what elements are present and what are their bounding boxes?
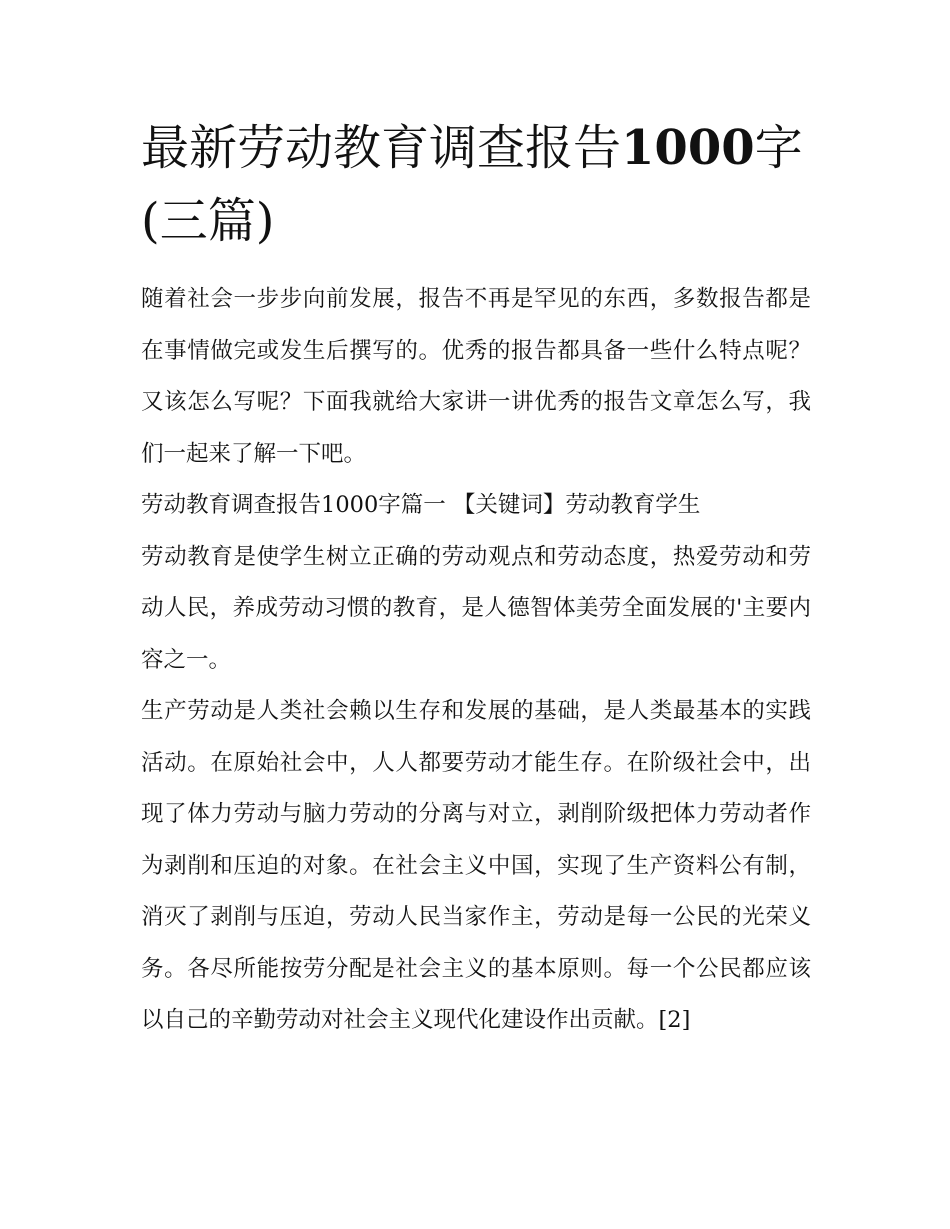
document-title: [141, 112, 811, 258]
title-number: 1000: [621, 120, 755, 176]
definition-paragraph: 劳动教育是使学生树立正确的劳动观点和劳动态度，热爱劳动和劳动人民，养成劳动习惯的教育，是人德智体美劳全面发展的'主要内容之一。: [141, 543, 811, 673]
body-paragraph: 生产劳动是人类社会赖以生存和发展的基础，是人类最基本的实践活动。在原始社会中，人人都要劳动才能生存。在阶级社会中，出现了体力劳动与脑力劳动的分离与对立，剥削阶级把体力劳动者作为剥削和压迫的对象。在社会主义中国，实现了生产资料公有制，消灭了剥削与压迫，劳动人民当家作主，劳动是每一公民的光荣义务。各尽所能按劳分配是社会主义的基本原则。每一个公民都应该以自己的辛勤劳动对社会主义现代化建设作出贡献。[2]: [141, 698, 811, 1033]
section-heading-keywords: 劳动教育调查报告1000字篇一 【关键词】劳动教育学生: [141, 492, 701, 518]
document-content: [141, 112, 811, 1047]
intro-paragraph: 随着社会一步步向前发展，报告不再是罕见的东西，多数报告都是在事情做完或发生后撰写的。优秀的报告都具备一些什么特点呢？又该怎么写呢？下面我就给大家讲一讲优秀的报告文章怎么写，我们一起来了解一下吧。: [141, 286, 811, 467]
title-text-end: 字(三篇): [141, 120, 803, 249]
title-text-start: 最新劳动教育调查报告: [141, 120, 622, 176]
